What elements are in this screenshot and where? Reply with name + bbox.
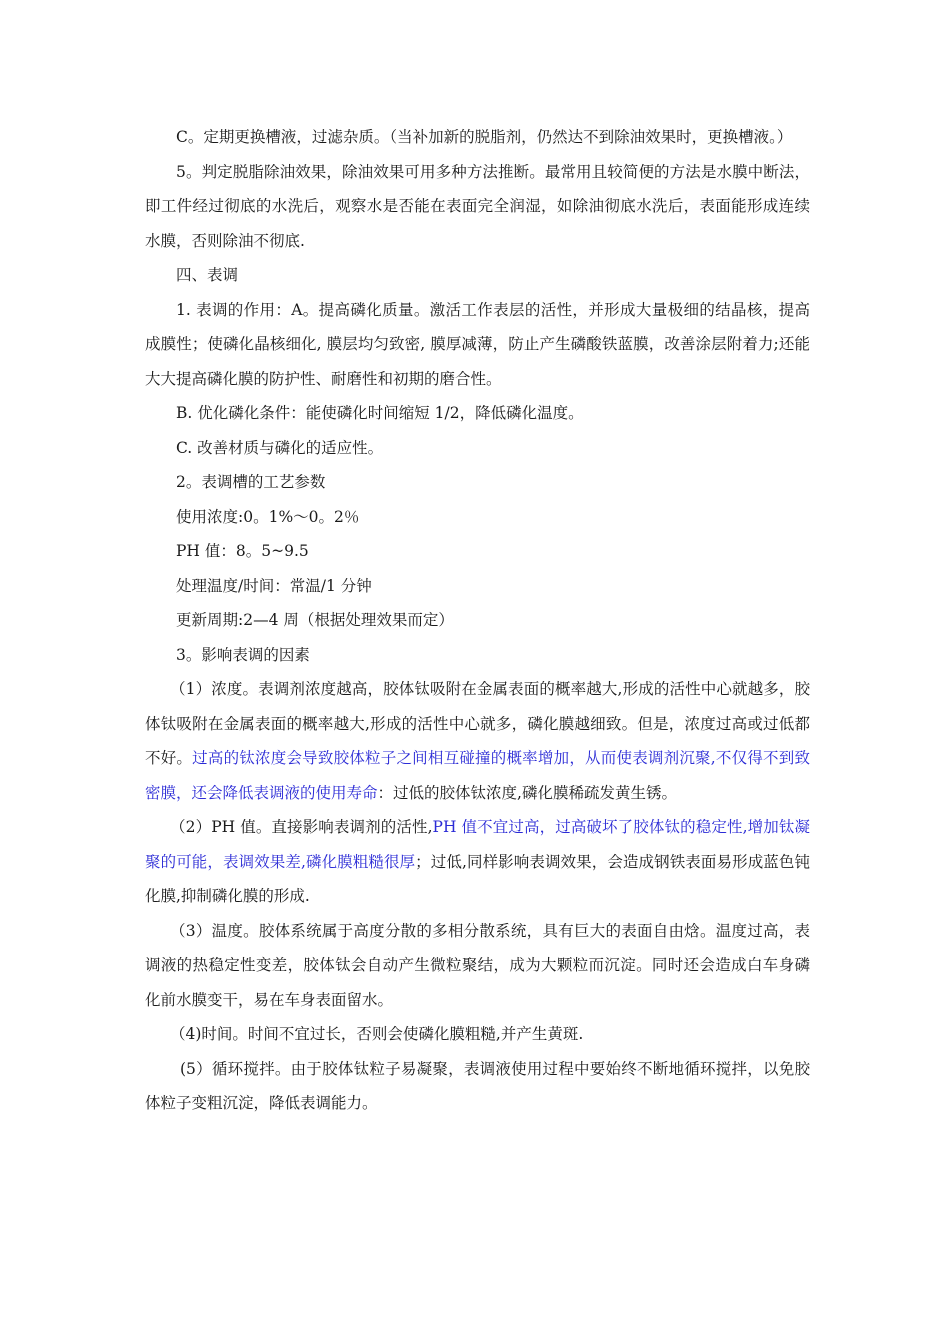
- text-run: ：过低的胶体钛浓度,磷化膜稀疏发黄生锈。: [377, 783, 677, 802]
- paragraph-factor-ph: [145, 810, 810, 914]
- param-ph: PH 值：8。5~9.5: [176, 542, 309, 560]
- paragraph-replace-bath: C。定期更换槽液，过滤杂质。（当补加新的脱脂剂，仍然达不到除油效果时，更换槽液。）: [176, 128, 793, 146]
- paragraph-factor-time: （4)时间。时间不宜过长，否则会使磷化膜粗糙,并产生黄斑.: [170, 1025, 584, 1043]
- text-run: ；过低,同样影响表调效果，会造成钢铁表面易形成蓝色钝化膜,抑制磷化膜的形成.: [145, 852, 810, 905]
- paragraph-factor-circulation: (5）循环搅拌。由于胶体钛粒子易凝聚，表调液使用过程中要始终不断地循环搅拌，以免胶体粒子变粗沉淀，降低表调能力。: [145, 1059, 810, 1112]
- heading-process-parameters: 2。表调槽的工艺参数: [176, 473, 326, 491]
- paragraph-material-adaptability: C. 改善材质与磷化的适应性。: [176, 438, 384, 457]
- heading-influencing-factors: 3。影响表调的因素: [176, 645, 310, 664]
- highlighted-text: PH 值不宜过高，过高破坏了胶体钛的稳定性,增加钛凝聚的可能，表调效果差,磷化膜粗糙很厚: [145, 818, 810, 871]
- paragraph-conditioning-function: 1. 表调的作用：A。提高磷化质量。激活工作表层的活性，并形成大量极细的结晶核，提高成膜性；使磷化晶核细化, 膜层均匀致密, 膜厚减薄，防止产生磷酸铁蓝膜，改善涂层附着力;还能大大提高磷化膜的防护性、耐磨性和初期的磨合性。: [145, 300, 810, 388]
- param-renewal-period: 更新周期:2—4 周（根据处理效果而定）: [176, 611, 454, 629]
- text-run: （2）PH 值。直接影响表调剂的活性,: [170, 818, 433, 836]
- paragraph-factor-concentration: [145, 672, 810, 810]
- param-concentration: 使用浓度:0。1%～0。2％: [176, 507, 360, 526]
- highlighted-text: 过高的钛浓度会导致胶体粒子之间相互碰撞的概率增加，从而使表调剂沉聚,不仅得不到致密膜，还会降低表调液的使用寿命: [145, 749, 810, 802]
- text-run: （1）浓度。表调剂浓度越高，胶体钛吸附在金属表面的概率越大,形成的活性中心就越多，胶体钛吸附在金属表面的概率越大,形成的活性中心就多，磷化膜越细致。但是，浓度过高或过低都不好。: [145, 680, 810, 767]
- param-temperature-time: 处理温度/时间：常温/1 分钟: [176, 576, 372, 595]
- document-body: [145, 120, 810, 1121]
- paragraph-factor-temperature: （3）温度。胶体系统属于高度分散的多相分散系统，具有巨大的表面自由焓。温度过高，表调液的热稳定性变差，胶体钛会自动产生微粒聚结，成为大颗粒而沉淀。同时还会造成白车身磷化前水膜变干，易在车身表面留水。: [145, 921, 810, 1009]
- section-heading-surface-conditioning: 四、表调: [176, 266, 239, 284]
- paragraph-degrease-check: 5。判定脱脂除油效果，除油效果可用多种方法推断。最常用且较简便的方法是水膜中断法，即工件经过彻底的水洗后，观察水是否能在表面完全润湿，如除油彻底水洗后，表面能形成连续水膜，否则除油不彻底.: [145, 162, 810, 250]
- paragraph-optimize-conditions: B. 优化磷化条件：能使磷化时间缩短 1/2，降低磷化温度。: [176, 404, 584, 422]
